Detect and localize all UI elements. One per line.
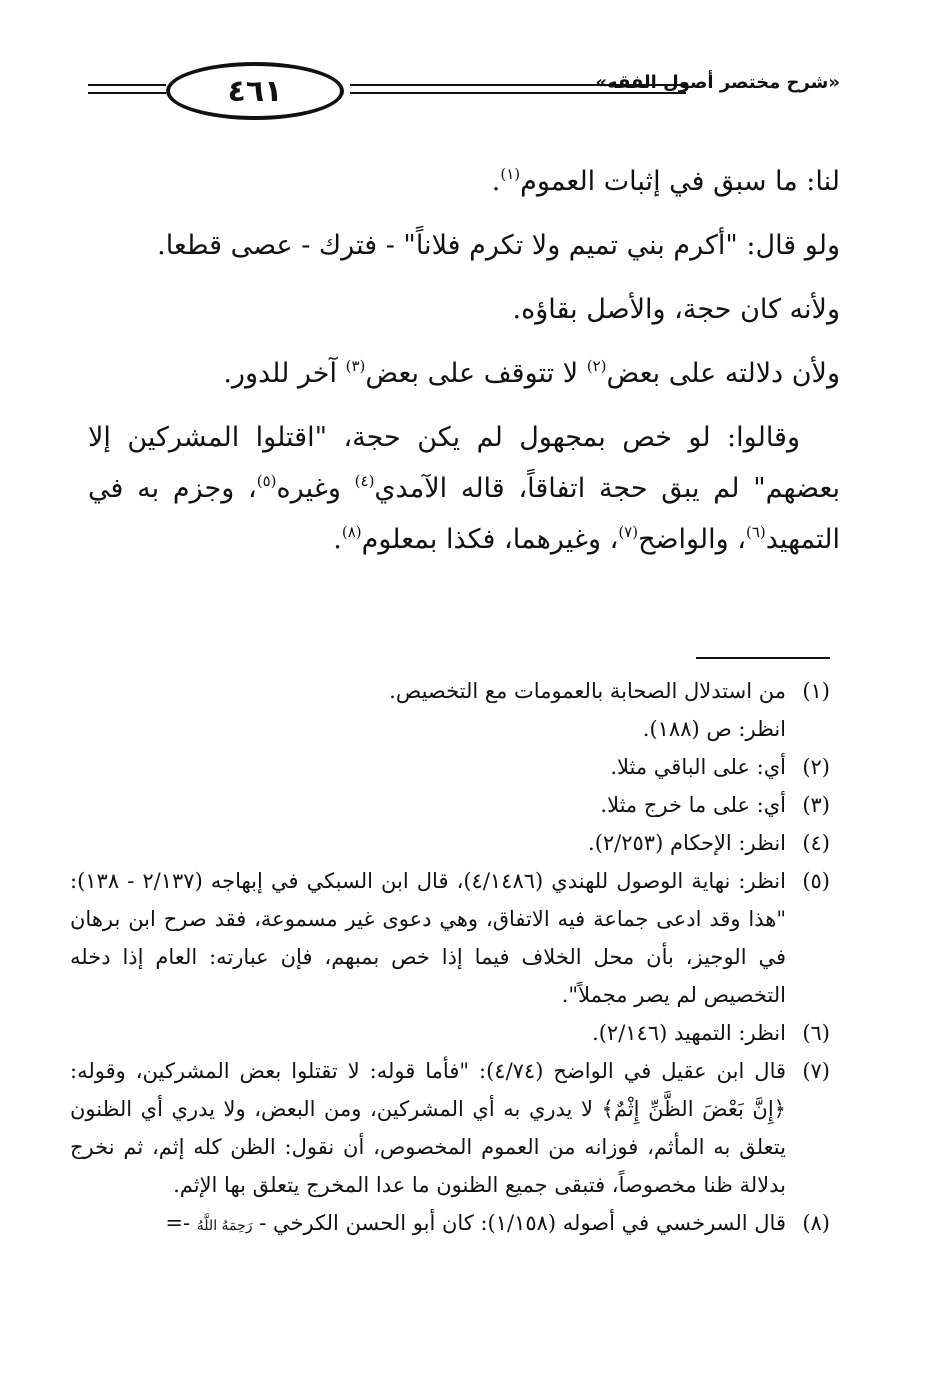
footnote-subline: انظر: ص (١٨٨). bbox=[642, 717, 786, 741]
footnote-ref[interactable]: (١) bbox=[500, 165, 521, 183]
footnote-ref[interactable]: (٢) bbox=[586, 357, 607, 375]
footnote-number: (٨) bbox=[802, 1211, 830, 1235]
footnote-text: من استدلال الصحابة بالعمومات مع التخصيص. bbox=[389, 679, 786, 703]
footnote bbox=[70, 672, 830, 710]
paragraph: ولأنه كان حجة، والأصل بقاؤه. bbox=[512, 294, 840, 325]
footnote-text-part: قال السرخسي في أصوله (١/١٥٨): كان أبو الحسن الكرخي - bbox=[252, 1211, 786, 1235]
main-text bbox=[88, 150, 840, 565]
paragraph-text: . bbox=[491, 166, 501, 197]
footnote-ref[interactable]: (٤) bbox=[354, 472, 375, 490]
footnote bbox=[70, 786, 830, 824]
footnote bbox=[70, 824, 830, 862]
footnote bbox=[70, 862, 830, 1014]
honorific-phrase: رَحِمَهُ اللَّهُ bbox=[196, 1218, 253, 1234]
footnote-ref[interactable]: (٣) bbox=[345, 357, 366, 375]
footnote-separator bbox=[696, 657, 830, 659]
footnote bbox=[70, 1204, 830, 1245]
footnote bbox=[70, 748, 830, 786]
paragraph-text: لا تتوقف على بعض bbox=[365, 358, 587, 389]
footnote-ref[interactable]: (٨) bbox=[341, 523, 362, 541]
footnote-number: (٣) bbox=[802, 793, 830, 817]
paragraph-text: ، وجزم به في التمهيد bbox=[88, 473, 840, 555]
book-title: «شرح مختصر أصول الفقه» bbox=[595, 72, 840, 93]
footnote-number: (٥) bbox=[802, 869, 830, 893]
page-number: ٤٦١ bbox=[166, 62, 344, 120]
footnote-text bbox=[70, 1052, 786, 1204]
paragraph: ولو قال: "أكرم بني تميم ولا تكرم فلاناً" - فترك - عصى قطعا. bbox=[157, 230, 840, 261]
footnote-ref[interactable]: (٧) bbox=[618, 523, 639, 541]
footnote-number: (٦) bbox=[802, 1021, 830, 1045]
paragraph bbox=[88, 412, 840, 565]
paragraph-text: ، والواضح bbox=[638, 524, 746, 555]
footnote-number: (١) bbox=[802, 679, 830, 703]
paragraph-text: ولأن دلالته على بعض bbox=[606, 358, 840, 389]
paragraph bbox=[88, 342, 840, 406]
paragraph-text: . bbox=[333, 524, 342, 555]
footnote-text: أي: على ما خرج مثلا. bbox=[600, 793, 786, 817]
footnote-number: (٢) bbox=[802, 755, 830, 779]
paragraph-text: وغيره bbox=[276, 473, 355, 504]
footnotes bbox=[70, 672, 830, 1245]
footnote-text-part: لا يدري به أي المشركين، ومن البعض، ولا يدري أي الظنون يتعلق به المأثم، فوزانه من العموم المخصوص، أن نقول: الظن كله إثم، ثم نخرج بدلالة ظنا مخصوصاً، فتبقى جميع الظنون ما عدا المخرج يتعلق بها الإثم. bbox=[70, 1097, 786, 1197]
footnote-text: انظر: نهاية الوصول للهندي (٤/١٤٨٦)، قال ابن السبكي في إبهاجه (٢/١٣٧ - ١٣٨): "هذا وقد ادعى جماعة فيه الاتفاق، وهي دعوى غير مسموعة، فقد صرح ابن برهان في الوجيز، بأن محل الخلاف فيما إذا خص بمبهم، فإن عبارته: العام إذا دخله التخصيص لم يصر مجملاً". bbox=[70, 869, 786, 1007]
footnote-ref[interactable]: (٦) bbox=[745, 523, 766, 541]
footnote-number: (٤) bbox=[802, 831, 830, 855]
paragraph-text: آخر للدور. bbox=[223, 358, 346, 389]
footnote bbox=[70, 1052, 830, 1204]
paragraph-text: ، وغيرهما، فكذا بمعلوم bbox=[361, 524, 619, 555]
footnote-text: انظر: الإحكام (٢/٢٥٣). bbox=[588, 831, 786, 855]
paragraph bbox=[88, 150, 840, 214]
header-rule-left bbox=[88, 84, 166, 96]
paragraph-text: وقالوا: لو خص بمجهول لم يكن حجة، "اقتلوا المشركين إلا بعضهم" لم يبق حجة اتفاقاً، قاله الآمدي bbox=[88, 422, 840, 504]
page-header bbox=[88, 62, 840, 122]
footnote-text-part: قال ابن عقيل في الواضح (٤/٧٤): "فأما قوله: لا تقتلوا بعض المشركين، وقوله: bbox=[70, 1059, 787, 1083]
quran-verse: ﴿إِنَّ بَعْضَ الظَّنِّ إِثْمٌ﴾ bbox=[601, 1097, 786, 1121]
footnote-text bbox=[70, 1204, 786, 1245]
footnote bbox=[70, 1014, 830, 1052]
footnote-text: أي: على الباقي مثلا. bbox=[610, 755, 786, 779]
footnote-text-part: -= bbox=[165, 1211, 197, 1235]
footnote-number: (٧) bbox=[802, 1059, 830, 1083]
paragraph-text: لنا: ما سبق في إثبات العموم bbox=[520, 166, 840, 197]
footnote-text: انظر: التمهيد (٢/١٤٦). bbox=[592, 1021, 786, 1045]
footnote-ref[interactable]: (٥) bbox=[256, 472, 277, 490]
